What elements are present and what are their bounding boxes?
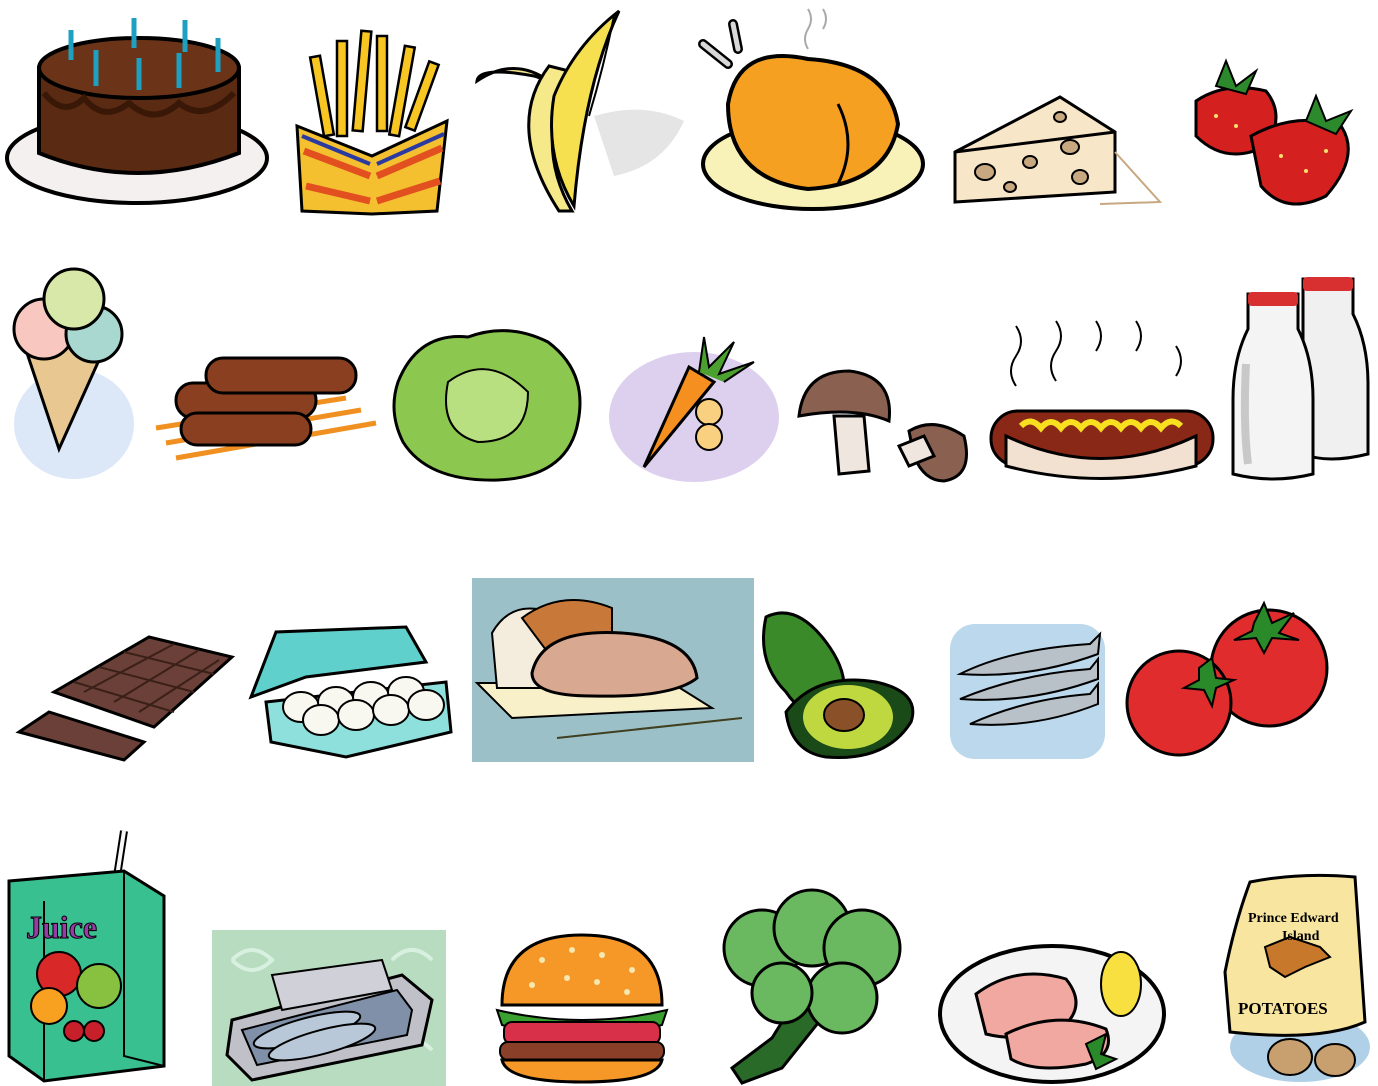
bag-line2: Island (1282, 929, 1320, 944)
sardine-tin (212, 930, 446, 1086)
bread (472, 578, 754, 762)
mushrooms (794, 366, 976, 486)
banana (474, 6, 689, 218)
milk-bottles (1228, 274, 1376, 480)
hamburger (492, 930, 672, 1086)
sausages (146, 318, 386, 482)
hot-dog (986, 316, 1218, 486)
juice-label: Juice (26, 909, 98, 945)
carrot (604, 322, 782, 486)
avocado (756, 602, 922, 762)
chocolate-bar (14, 632, 236, 764)
strawberries (1186, 56, 1371, 216)
birthday-cake (4, 8, 269, 206)
bag-line3: POTATOES (1238, 999, 1328, 1018)
salmon-plate (936, 934, 1168, 1086)
fish (940, 614, 1110, 764)
cheese (950, 92, 1165, 212)
potato-bag (1190, 872, 1370, 1084)
broccoli (712, 888, 906, 1086)
egg-carton (246, 622, 458, 762)
ice-cream-cone (4, 254, 134, 482)
roast-chicken (688, 4, 930, 216)
tomatoes (1124, 598, 1330, 760)
french-fries (292, 26, 452, 216)
juice-box (4, 826, 170, 1082)
lettuce (388, 322, 588, 486)
bag-line1: Prince Edward (1248, 911, 1339, 926)
